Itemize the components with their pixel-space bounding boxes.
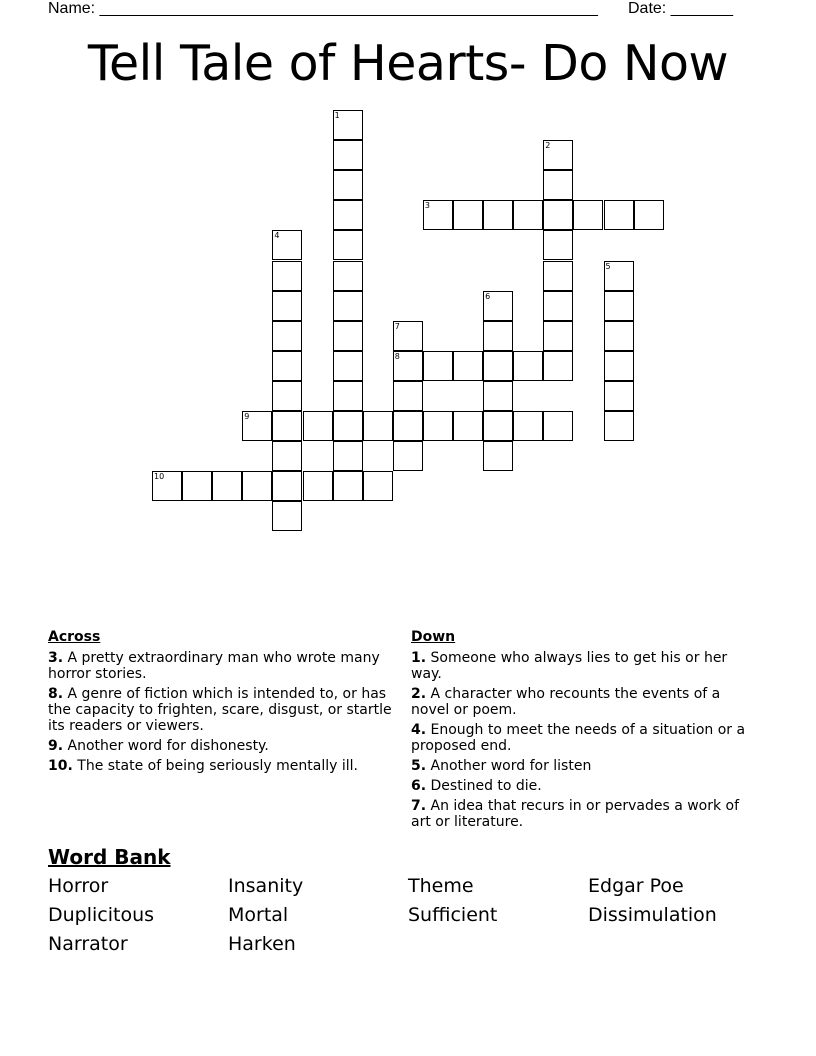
grid-cell[interactable] xyxy=(604,261,634,291)
grid-cell[interactable] xyxy=(513,351,543,381)
grid-cell[interactable] xyxy=(272,411,302,441)
cell-number: 6 xyxy=(485,291,491,301)
grid-cell[interactable] xyxy=(333,170,363,200)
grid-cell[interactable] xyxy=(604,200,634,230)
grid-cell[interactable] xyxy=(573,200,603,230)
clue-down-2 xyxy=(411,686,756,718)
cell-number: 2 xyxy=(545,141,551,151)
grid-cell[interactable] xyxy=(272,230,302,260)
across-heading: Across xyxy=(48,629,101,645)
clue-number: 3. xyxy=(48,650,64,666)
clue-number: 6. xyxy=(411,778,427,794)
grid-cell[interactable] xyxy=(212,471,242,501)
name-field-label: Name: ________________________________________________________ xyxy=(48,0,598,17)
grid-cell[interactable] xyxy=(333,351,363,381)
grid-cell[interactable] xyxy=(604,291,634,321)
grid-cell[interactable] xyxy=(272,381,302,411)
grid-cell[interactable] xyxy=(543,411,573,441)
grid-cell[interactable] xyxy=(453,351,483,381)
grid-cell[interactable] xyxy=(333,321,363,351)
grid-cell[interactable] xyxy=(604,381,634,411)
clue-number: 7. xyxy=(411,798,427,814)
grid-cell[interactable] xyxy=(604,321,634,351)
clue-down-1 xyxy=(411,650,756,682)
clue-text: Destined to die. xyxy=(430,778,542,794)
grid-cell[interactable] xyxy=(483,291,513,321)
grid-cell[interactable] xyxy=(333,411,363,441)
grid-cell[interactable] xyxy=(272,441,302,471)
grid-cell[interactable] xyxy=(483,381,513,411)
grid-cell[interactable] xyxy=(363,471,393,501)
clue-across-3 xyxy=(48,650,398,682)
grid-cell[interactable] xyxy=(604,351,634,381)
clue-number: 2. xyxy=(411,686,427,702)
grid-cell[interactable] xyxy=(483,351,513,381)
grid-cell[interactable] xyxy=(423,200,453,230)
word-bank-item: Insanity xyxy=(228,875,304,897)
grid-cell[interactable] xyxy=(242,411,272,441)
across-clues xyxy=(48,629,398,778)
clue-number: 5. xyxy=(411,758,427,774)
clue-across-8 xyxy=(48,686,398,734)
grid-cell[interactable] xyxy=(604,411,634,441)
grid-cell[interactable] xyxy=(393,441,423,471)
word-bank xyxy=(48,874,768,956)
clue-across-10 xyxy=(48,758,398,774)
cell-number: 10 xyxy=(154,472,165,482)
grid-cell[interactable] xyxy=(242,471,272,501)
grid-cell[interactable] xyxy=(363,411,393,441)
clue-number: 10. xyxy=(48,758,73,774)
grid-cell[interactable] xyxy=(333,261,363,291)
grid-cell[interactable] xyxy=(303,411,333,441)
grid-cell[interactable] xyxy=(303,471,333,501)
cell-number: 3 xyxy=(424,201,430,211)
cell-number: 5 xyxy=(605,261,611,271)
grid-cell[interactable] xyxy=(272,261,302,291)
cell-number: 8 xyxy=(394,351,400,361)
grid-cell[interactable] xyxy=(513,200,543,230)
down-heading: Down xyxy=(411,629,456,645)
clue-number: 8. xyxy=(48,686,64,702)
clue-number: 1. xyxy=(411,650,427,666)
grid-cell[interactable] xyxy=(182,471,212,501)
grid-cell[interactable] xyxy=(333,110,363,140)
grid-cell[interactable] xyxy=(333,200,363,230)
word-bank-item: Mortal xyxy=(228,904,289,926)
grid-cell[interactable] xyxy=(333,381,363,411)
grid-cell[interactable] xyxy=(543,230,573,260)
grid-cell[interactable] xyxy=(634,200,664,230)
clue-text: Another word for listen xyxy=(430,758,592,774)
grid-cell[interactable] xyxy=(483,321,513,351)
grid-cell[interactable] xyxy=(272,291,302,321)
clue-text: A pretty extraordinary man who wrote many horror stories. xyxy=(48,650,380,682)
clue-text: Another word for dishonesty. xyxy=(67,738,269,754)
grid-cell[interactable] xyxy=(333,471,363,501)
cell-number: 9 xyxy=(244,412,250,421)
down-clues xyxy=(411,629,756,834)
word-bank-item: Duplicitous xyxy=(48,904,155,926)
date-field-label: Date: _______ xyxy=(628,0,733,17)
word-bank-item: Edgar Poe xyxy=(588,875,684,897)
grid-cell[interactable] xyxy=(333,441,363,471)
grid-cell[interactable] xyxy=(423,351,453,381)
grid-cell[interactable] xyxy=(393,411,423,441)
grid-cell[interactable] xyxy=(393,321,423,351)
grid-cell[interactable] xyxy=(272,321,302,351)
clue-number: 9. xyxy=(48,738,64,754)
cell-number: 4 xyxy=(274,231,280,241)
grid-cell[interactable] xyxy=(483,200,513,230)
grid-cell[interactable] xyxy=(543,291,573,321)
grid-cell[interactable] xyxy=(453,411,483,441)
grid-cell[interactable] xyxy=(483,441,513,471)
clue-down-7 xyxy=(411,798,756,830)
grid-cell[interactable] xyxy=(272,501,302,531)
grid-cell[interactable] xyxy=(543,170,573,200)
grid-cell[interactable] xyxy=(333,230,363,260)
grid-cell[interactable] xyxy=(543,321,573,351)
word-bank-item: Narrator xyxy=(48,933,128,955)
word-bank-item: Sufficient xyxy=(408,904,498,926)
clue-down-5 xyxy=(411,758,756,774)
grid-cell[interactable] xyxy=(333,140,363,170)
grid-cell[interactable] xyxy=(543,261,573,291)
word-bank-item: Dissimulation xyxy=(588,904,717,926)
cell-number: 7 xyxy=(394,321,400,331)
clue-text: A genre of fiction which is intended to, or has the capacity to frighten, scare, disgust, or startle its readers or viewers. xyxy=(48,686,392,734)
grid-cell[interactable] xyxy=(393,351,423,381)
clue-across-9 xyxy=(48,738,398,754)
clue-down-6 xyxy=(411,778,756,794)
clue-text: An idea that recurs in or pervades a work of art or literature. xyxy=(411,798,740,830)
grid-cell[interactable] xyxy=(333,291,363,321)
grid-cell[interactable] xyxy=(453,200,483,230)
grid-cell[interactable] xyxy=(543,200,573,230)
word-bank-item: Theme xyxy=(408,875,474,897)
clue-text: Someone who always lies to get his or her way. xyxy=(411,650,728,682)
word-bank-title: Word Bank xyxy=(48,845,171,869)
grid-cell[interactable] xyxy=(423,411,453,441)
grid-cell[interactable] xyxy=(543,140,573,170)
grid-cell[interactable] xyxy=(513,411,543,441)
word-bank-item: Horror xyxy=(48,875,109,897)
grid-cell[interactable] xyxy=(152,471,182,501)
grid-cell[interactable] xyxy=(272,351,302,381)
clue-text: A character who recounts the events of a novel or poem. xyxy=(411,686,721,718)
clue-down-4 xyxy=(411,722,756,754)
grid-cell[interactable] xyxy=(483,411,513,441)
word-bank-item: Harken xyxy=(228,933,296,955)
clue-text: Enough to meet the needs of a situation or a proposed end. xyxy=(411,722,746,754)
cell-number: 1 xyxy=(334,111,340,120)
page-title: Tell Tale of Hearts- Do Now xyxy=(87,35,729,92)
grid-cell[interactable] xyxy=(272,471,302,501)
clue-text: The state of being seriously mentally ill. xyxy=(77,758,358,774)
grid-cell[interactable] xyxy=(393,381,423,411)
clue-number: 4. xyxy=(411,722,427,738)
grid-cell[interactable] xyxy=(543,351,573,381)
